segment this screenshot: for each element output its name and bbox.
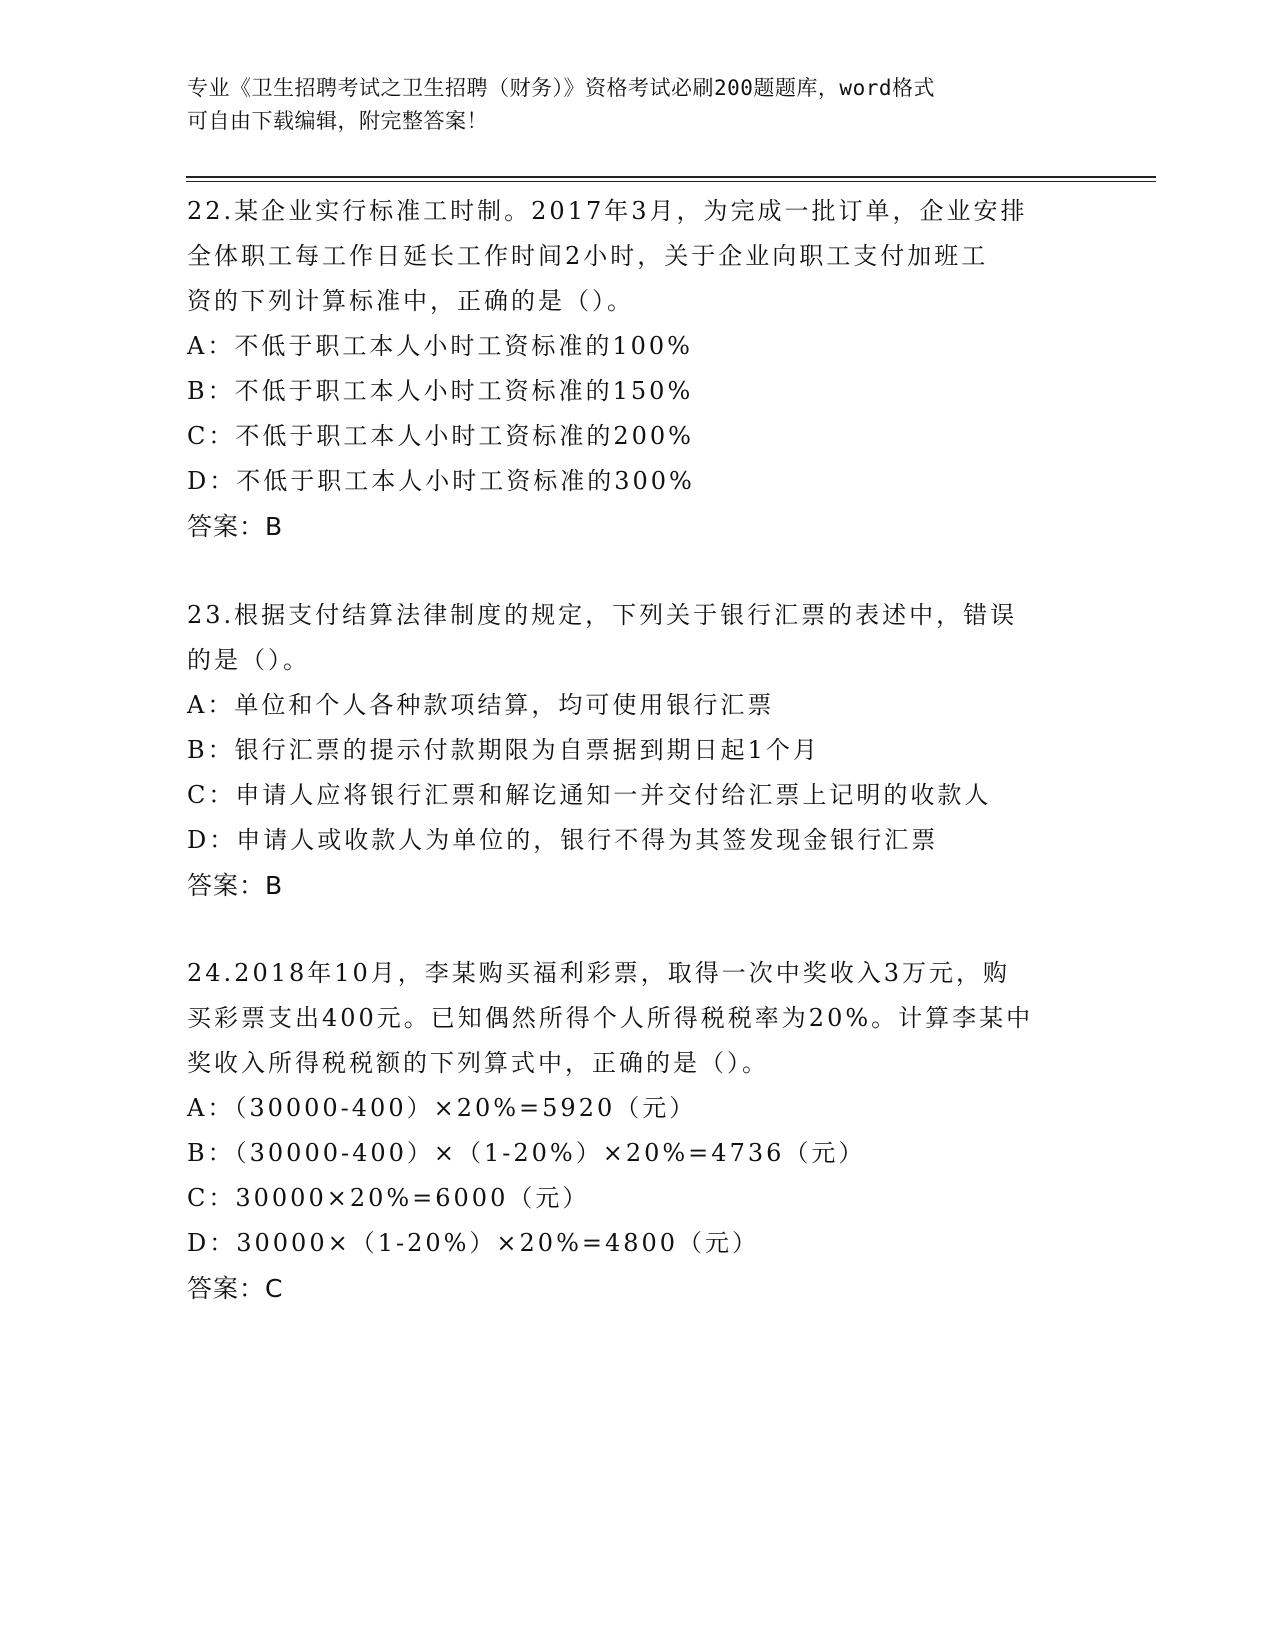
option-b: B：银行汇票的提示付款期限为自票据到期日起1个月 xyxy=(187,736,820,764)
question-stem-line: 全体职工每工作日延长工作时间2小时，关于企业向职工支付加班工 xyxy=(187,242,989,270)
answer-line: 答案：B xyxy=(187,512,284,541)
option-d: D：不低于职工本人小时工资标准的300% xyxy=(187,467,695,495)
header-line-1: 专业《卫生招聘考试之卫生招聘（财务）》资格考试必刷200题题库，word格式 xyxy=(187,76,935,100)
question-stem-line: 22.某企业实行标准工时制。2017年3月，为完成一批订单，企业安排 xyxy=(187,197,1028,225)
option-d: D：申请人或收款人为单位的，银行不得为其签发现金银行汇票 xyxy=(187,826,939,854)
option-d: D：30000×（1-20%）×20%=4800（元） xyxy=(187,1229,760,1257)
document-header xyxy=(187,72,1087,138)
question-stem-line: 的是（）。 xyxy=(187,646,310,674)
question-stem-line: 资的下列计算标准中，正确的是（）。 xyxy=(187,287,634,315)
question-24 xyxy=(187,951,1087,1311)
option-c: C：30000×20%=6000（元） xyxy=(187,1184,590,1212)
option-c: C：申请人应将银行汇票和解讫通知一并交付给汇票上记明的收款人 xyxy=(187,781,992,809)
header-divider-thin xyxy=(186,181,1156,182)
question-stem-line: 奖收入所得税税额的下列算式中，正确的是（）。 xyxy=(187,1049,769,1077)
answer-line: 答案：B xyxy=(187,871,284,900)
option-a: A：（30000-400）×20%=5920（元） xyxy=(187,1094,697,1122)
option-a: A：单位和个人各种款项结算，均可使用银行汇票 xyxy=(187,691,775,719)
question-22 xyxy=(187,189,1087,549)
option-b: B：（30000-400）×（1-20%）×20%=4736（元） xyxy=(187,1139,866,1167)
header-line-2: 可自由下载编辑，附完整答案！ xyxy=(187,109,488,133)
question-stem-line: 23.根据支付结算法律制度的规定，下列关于银行汇票的表述中，错误 xyxy=(187,601,1018,629)
question-stem-line: 买彩票支出400元。已知偶然所得个人所得税税率为20%。计算李某中 xyxy=(187,1004,1034,1032)
option-c: C：不低于职工本人小时工资标准的200% xyxy=(187,422,694,450)
answer-line: 答案：C xyxy=(187,1274,284,1303)
option-b: B：不低于职工本人小时工资标准的150% xyxy=(187,377,694,405)
question-23 xyxy=(187,593,1087,908)
option-a: A：不低于职工本人小时工资标准的100% xyxy=(187,332,693,360)
question-stem-line: 24.2018年10月，李某购买福利彩票，取得一次中奖收入3万元，购 xyxy=(187,959,1011,987)
header-divider-thick xyxy=(186,176,1156,178)
